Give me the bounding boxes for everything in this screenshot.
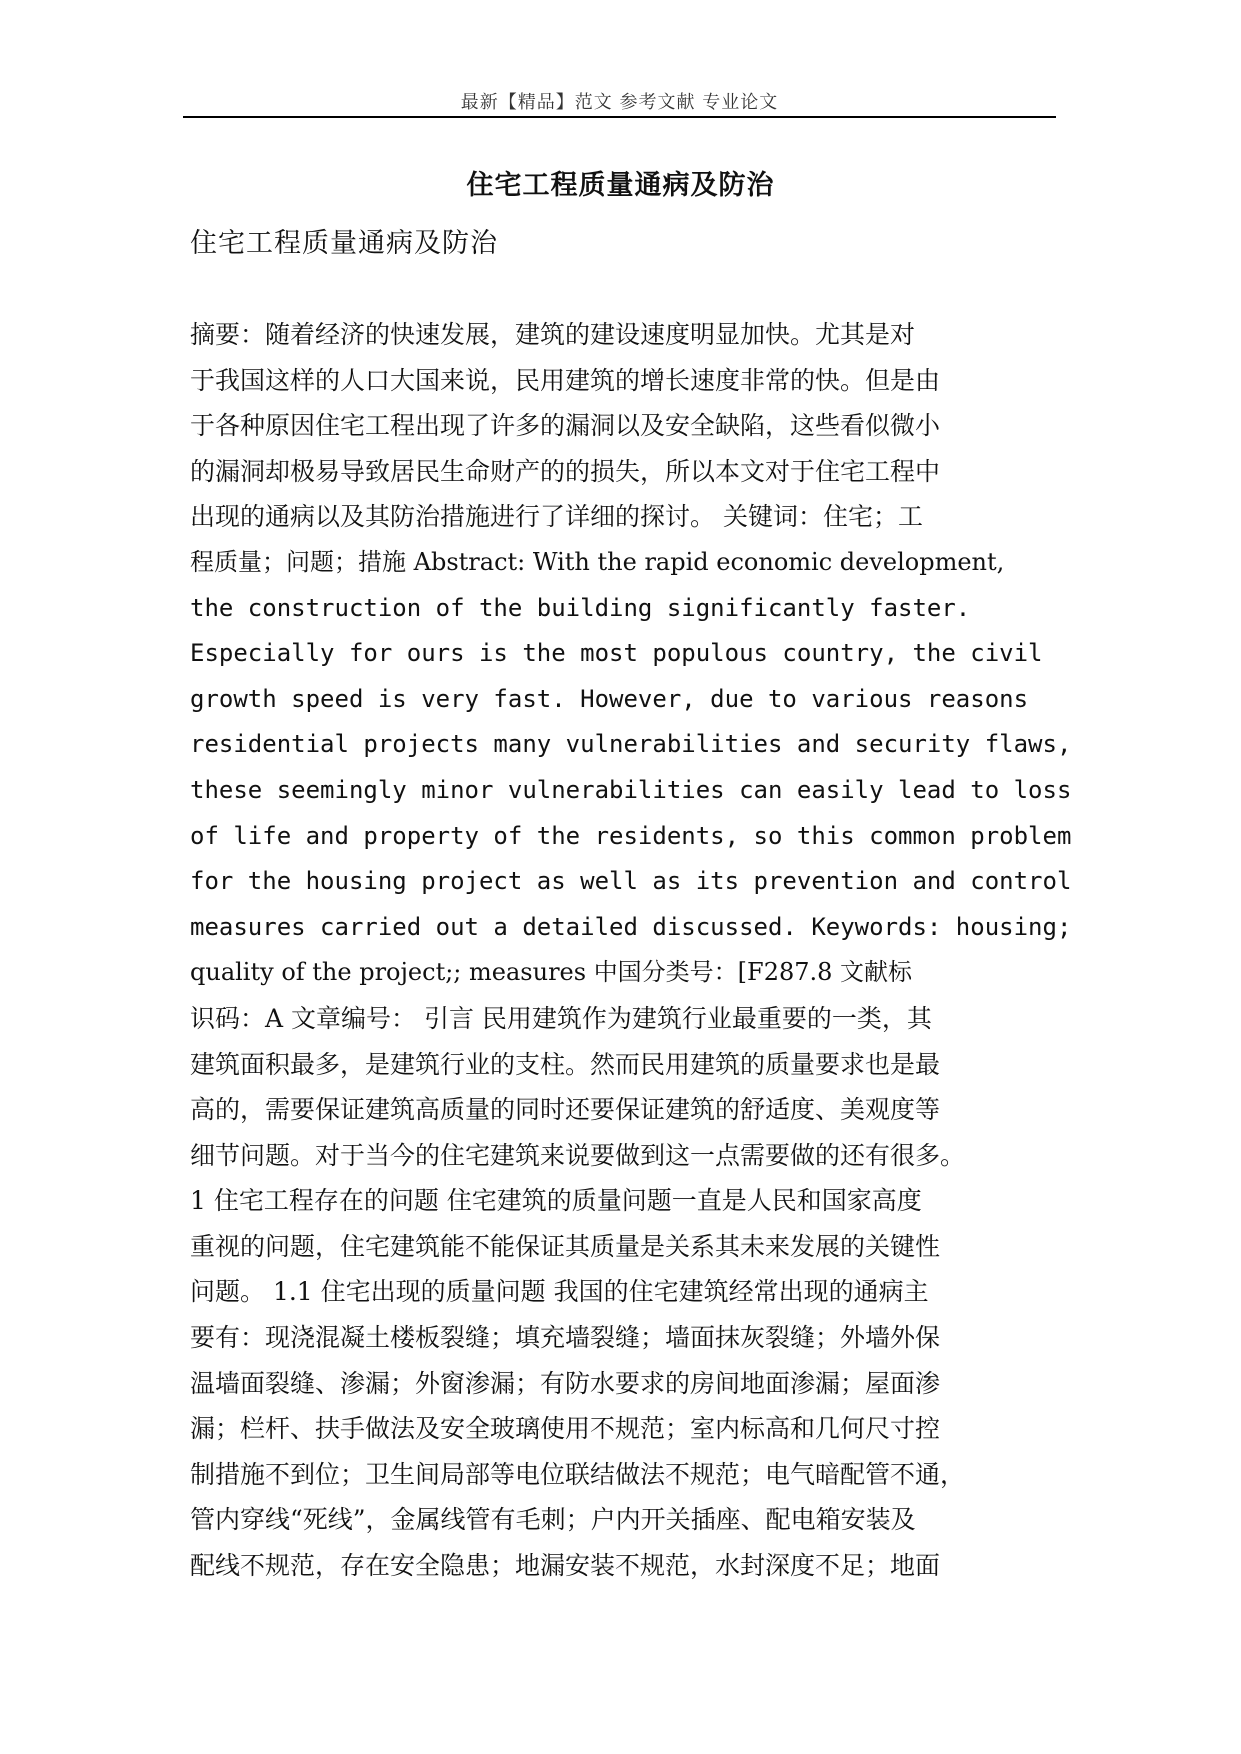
body-text <box>190 312 1080 1589</box>
body-line: 1 住宅工程存在的问题 住宅建筑的质量问题一直是人民和国家高度 <box>190 1186 922 1216</box>
body-line: 建筑面积最多，是建筑行业的支柱。然而民用建筑的质量要求也是最 <box>190 1049 941 1079</box>
body-line: residential projects many vulnerabilities and security flaws, <box>190 730 1072 759</box>
document-title: 住宅工程质量通病及防治 <box>466 170 775 201</box>
body-line: 识码：A 文章编号： 引言 民用建筑作为建筑行业最重要的一类，其 <box>190 1003 932 1033</box>
body-line: 要有：现浇混凝土楼板裂缝；填充墙裂缝；墙面抹灰裂缝；外墙外保 <box>190 1323 941 1353</box>
body-line: 于我国这样的人口大国来说，民用建筑的增长速度非常的快。但是由 <box>190 365 941 395</box>
body-line: of life and property of the residents, so this common problem <box>190 821 1072 850</box>
body-line: 出现的通病以及其防治措施进行了详细的探讨。 关键词：住宅；工 <box>190 502 923 532</box>
body-line: 漏；栏杆、扶手做法及安全玻璃使用不规范；室内标高和几何尺寸控 <box>190 1414 941 1444</box>
page-header <box>183 84 1056 118</box>
body-line: 配线不规范，存在安全隐患；地漏安装不规范，水封深度不足；地面 <box>190 1551 941 1581</box>
document-subtitle: 住宅工程质量通病及防治 <box>190 228 498 259</box>
body-line: 问题。 1.1 住宅出现的质量问题 我国的住宅建筑经常出现的通病主 <box>190 1277 929 1307</box>
body-line: 管内穿线“死线”，金属线管有毛刺；户内开关插座、配电箱安装及 <box>190 1505 916 1535</box>
body-line: 细节问题。对于当今的住宅建筑来说要做到这一点需要做的还有很多。 <box>190 1140 966 1170</box>
body-line: 制措施不到位；卫生间局部等电位联结做法不规范；电气暗配管不通， <box>190 1459 966 1489</box>
body-line: measures carried out a detailed discussed. Keywords: housing; <box>190 912 1072 941</box>
body-line: 的漏洞却极易导致居民生命财产的的损失，所以本文对于住宅工程中 <box>190 456 941 486</box>
body-line: 温墙面裂缝、渗漏；外窗渗漏；有防水要求的房间地面渗漏；屋面渗 <box>190 1368 941 1398</box>
body-line: the construction of the building significantly faster. <box>190 593 971 622</box>
body-line: 摘要：随着经济的快速发展，建筑的建设速度明显加快。尤其是对 <box>190 320 916 349</box>
body-line: quality of the project;; measures 中国分类号：[F287.8 文献标 <box>190 958 913 987</box>
body-line: 程质量；问题；措施 Abstract: With the rapid economic development, <box>190 547 1005 576</box>
body-line: 高的，需要保证建筑高质量的同时还要保证建筑的舒适度、美观度等 <box>190 1095 941 1125</box>
body-line: growth speed is very fast. However, due to various reasons <box>190 684 1029 713</box>
body-line: these seemingly minor vulnerabilities can easily lead to loss <box>190 775 1072 804</box>
header-text: 最新【精品】范文 参考文献 专业论文 <box>460 92 779 113</box>
body-line: 重视的问题，住宅建筑能不能保证其质量是关系其未来发展的关键性 <box>190 1231 941 1261</box>
body-line: 于各种原因住宅工程出现了许多的漏洞以及安全缺陷，这些看似微小 <box>190 411 941 441</box>
body-line: for the housing project as well as its prevention and control <box>190 867 1072 896</box>
body-line: Especially for ours is the most populous country, the civil <box>190 639 1043 668</box>
